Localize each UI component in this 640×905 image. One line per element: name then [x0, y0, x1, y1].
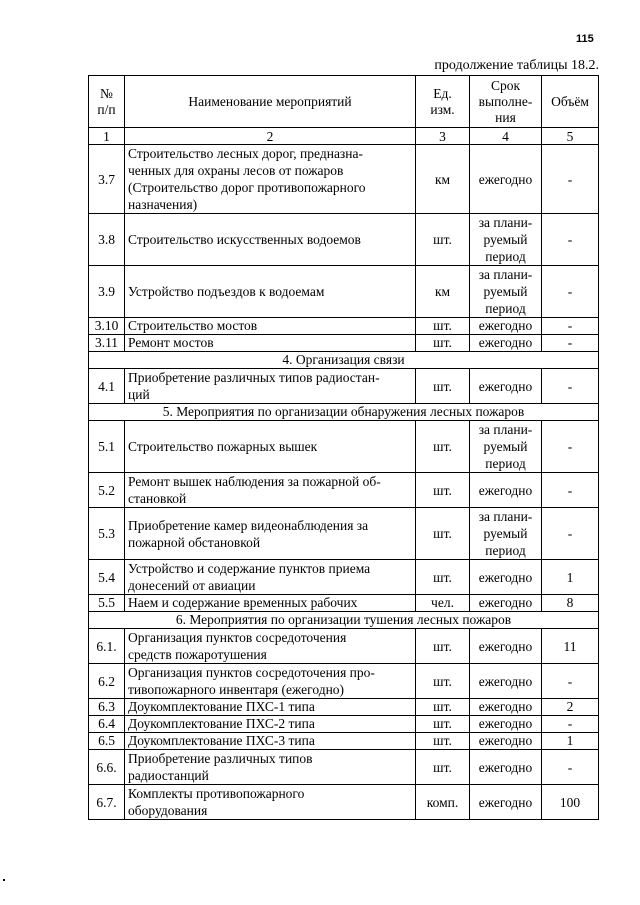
activity-name: Наем и содержание временных рабочих: [125, 595, 416, 612]
activities-table: [88, 75, 599, 820]
unit-of-measure: шт.: [416, 699, 470, 716]
activity-name: Строительство искусственных водоемов: [125, 214, 416, 266]
row-number: 3.9: [89, 266, 125, 318]
section-title: 6. Мероприятия по организации тушения лесных пожаров: [89, 612, 599, 629]
row-number: 6.5: [89, 733, 125, 750]
section-row: [89, 404, 599, 421]
volume-value: -: [542, 473, 599, 508]
row-number: 5.3: [89, 508, 125, 560]
table-row: [89, 473, 599, 508]
section-title: 5. Мероприятия по организации обнаружения лесных пожаров: [89, 404, 599, 421]
completion-period: ежегодно: [470, 145, 542, 214]
table-row: [89, 318, 599, 335]
unit-of-measure: шт.: [416, 421, 470, 473]
row-number: 6.7.: [89, 785, 125, 820]
completion-period: ежегодно: [470, 595, 542, 612]
page-number: 115: [576, 33, 594, 45]
row-number: 6.2: [89, 664, 125, 699]
activity-name: Устройство и содержание пунктов приема донесений от авиации: [125, 560, 416, 595]
section-title: 4. Организация связи: [89, 352, 599, 369]
activity-name: Строительство мостов: [125, 318, 416, 335]
table-row: [89, 421, 599, 473]
completion-period: ежегодно: [470, 716, 542, 733]
unit-of-measure: шт.: [416, 369, 470, 404]
completion-period: ежегодно: [470, 560, 542, 595]
volume-value: -: [542, 369, 599, 404]
completion-period: ежегодно: [470, 629, 542, 664]
header-name: Наименование мероприятий: [125, 76, 416, 128]
activity-name: Доукомплектование ПХС-1 типа: [125, 699, 416, 716]
unit-of-measure: чел.: [416, 595, 470, 612]
volume-value: 8: [542, 595, 599, 612]
header-unit: Ед. изм.: [416, 76, 470, 128]
completion-period: ежегодно: [470, 369, 542, 404]
header-period: Срок выполне- ния: [470, 76, 542, 128]
table-row: [89, 214, 599, 266]
unit-of-measure: шт.: [416, 335, 470, 352]
column-index-row: [89, 128, 599, 145]
row-number: 4.1: [89, 369, 125, 404]
table-row: [89, 595, 599, 612]
unit-of-measure: км: [416, 266, 470, 318]
unit-of-measure: шт.: [416, 733, 470, 750]
table-row: [89, 560, 599, 595]
completion-period: ежегодно: [470, 473, 542, 508]
completion-period: за плани- руемый период: [470, 508, 542, 560]
row-number: 5.4: [89, 560, 125, 595]
table-continuation-caption: продолжение таблицы 18.2.: [434, 58, 599, 73]
unit-of-measure: шт.: [416, 750, 470, 785]
activity-name: Приобретение различных типов радиостан- ций: [125, 369, 416, 404]
scan-mark: [3, 879, 5, 881]
header-number: № п/п: [89, 76, 125, 128]
row-number: 3.7: [89, 145, 125, 214]
table-row: [89, 335, 599, 352]
completion-period: ежегодно: [470, 664, 542, 699]
header-volume: Объём: [542, 76, 599, 128]
completion-period: ежегодно: [470, 335, 542, 352]
unit-of-measure: шт.: [416, 716, 470, 733]
activity-name: Ремонт вышек наблюдения за пожарной об- становкой: [125, 473, 416, 508]
volume-value: -: [542, 750, 599, 785]
volume-value: 11: [542, 629, 599, 664]
volume-value: -: [542, 318, 599, 335]
column-index: 3: [416, 128, 470, 145]
table-row: [89, 508, 599, 560]
column-index: 2: [125, 128, 416, 145]
table-row: [89, 629, 599, 664]
table-row: [89, 664, 599, 699]
table-row: [89, 699, 599, 716]
row-number: 3.8: [89, 214, 125, 266]
row-number: 5.1: [89, 421, 125, 473]
column-index: 4: [470, 128, 542, 145]
column-index: 5: [542, 128, 599, 145]
row-number: 3.10: [89, 318, 125, 335]
completion-period: ежегодно: [470, 318, 542, 335]
activity-name: Ремонт мостов: [125, 335, 416, 352]
activity-name: Строительство лесных дорог, предназна- ченных для охраны лесов от пожаров (Строительство дорог противопожарного назначения): [125, 145, 416, 214]
row-number: 6.6.: [89, 750, 125, 785]
unit-of-measure: шт.: [416, 508, 470, 560]
table-row: [89, 145, 599, 214]
activity-name: Устройство подъездов к водоемам: [125, 266, 416, 318]
unit-of-measure: шт.: [416, 629, 470, 664]
volume-value: 2: [542, 699, 599, 716]
volume-value: -: [542, 664, 599, 699]
table-row: [89, 716, 599, 733]
volume-value: -: [542, 716, 599, 733]
table-row: [89, 369, 599, 404]
table-header-row: [89, 76, 599, 128]
completion-period: ежегодно: [470, 785, 542, 820]
completion-period: ежегодно: [470, 699, 542, 716]
table-body: [89, 145, 599, 820]
volume-value: -: [542, 145, 599, 214]
table-row: [89, 266, 599, 318]
activity-name: Организация пунктов сосредоточения средств пожаротушения: [125, 629, 416, 664]
row-number: 5.5: [89, 595, 125, 612]
unit-of-measure: шт.: [416, 664, 470, 699]
completion-period: за плани- руемый период: [470, 266, 542, 318]
completion-period: ежегодно: [470, 733, 542, 750]
section-row: [89, 612, 599, 629]
completion-period: ежегодно: [470, 750, 542, 785]
unit-of-measure: км: [416, 145, 470, 214]
section-row: [89, 352, 599, 369]
volume-value: -: [542, 421, 599, 473]
column-index: 1: [89, 128, 125, 145]
row-number: 6.1.: [89, 629, 125, 664]
volume-value: -: [542, 335, 599, 352]
volume-value: 1: [542, 733, 599, 750]
activity-name: Доукомплектование ПХС-2 типа: [125, 716, 416, 733]
row-number: 6.4: [89, 716, 125, 733]
row-number: 6.3: [89, 699, 125, 716]
row-number: 3.11: [89, 335, 125, 352]
volume-value: -: [542, 214, 599, 266]
unit-of-measure: шт.: [416, 473, 470, 508]
completion-period: за плани- руемый период: [470, 421, 542, 473]
volume-value: -: [542, 508, 599, 560]
volume-value: 100: [542, 785, 599, 820]
completion-period: за плани- руемый период: [470, 214, 542, 266]
activity-name: Комплекты противопожарного оборудования: [125, 785, 416, 820]
volume-value: 1: [542, 560, 599, 595]
table-row: [89, 785, 599, 820]
table-row: [89, 733, 599, 750]
activity-name: Приобретение камер видеонаблюдения за пожарной обстановкой: [125, 508, 416, 560]
unit-of-measure: шт.: [416, 318, 470, 335]
unit-of-measure: шт.: [416, 214, 470, 266]
unit-of-measure: шт.: [416, 560, 470, 595]
table-row: [89, 750, 599, 785]
activity-name: Организация пунктов сосредоточения про- тивопожарного инвентаря (ежегодно): [125, 664, 416, 699]
volume-value: -: [542, 266, 599, 318]
unit-of-measure: комп.: [416, 785, 470, 820]
row-number: 5.2: [89, 473, 125, 508]
activity-name: Доукомплектование ПХС-3 типа: [125, 733, 416, 750]
activity-name: Приобретение различных типов радиостанций: [125, 750, 416, 785]
activity-name: Строительство пожарных вышек: [125, 421, 416, 473]
